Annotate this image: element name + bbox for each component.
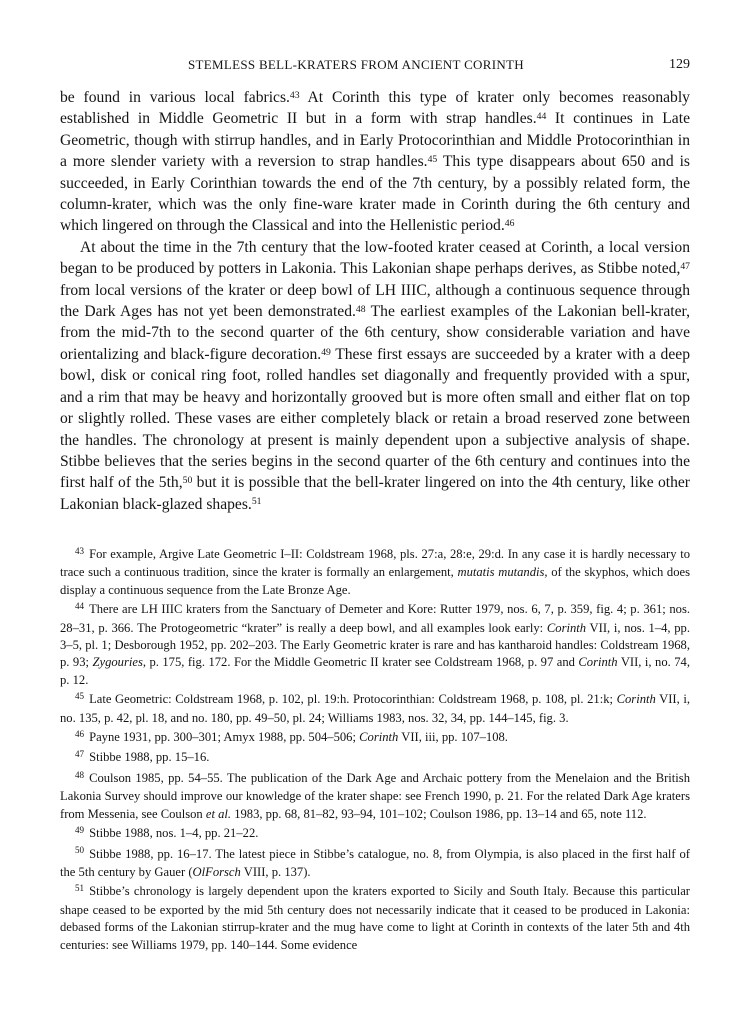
footnote-ref-44[interactable]: 44 <box>536 111 547 123</box>
text-run: This type disappears about 650 and is succeeded, in Early Corinthian towards the end of the 7th century, by a possibly related form, the column-krater, which was the only fine-ware krater made in Corinth during the 6th century and which lingered on through the Classical and into the Hellenistic period. <box>60 153 690 235</box>
footnote-51 <box>60 883 690 954</box>
text-run: from local versions of the krater or deep bowl of LH IIIC, although a continuous sequence through the Dark Ages has not yet been demonstrated. <box>60 281 690 321</box>
footnote-49 <box>60 825 690 843</box>
footnote-text: , p. 175, fig. 172. For the Middle Geometric II krater see Coldstream 1968, p. 97 and <box>142 655 579 670</box>
footnote-44 <box>60 601 690 689</box>
footnote-number: 44 <box>75 601 85 612</box>
footnote-43 <box>60 546 690 599</box>
paragraph-1 <box>60 87 690 237</box>
text-run: At about the time in the 7th century that the low-footed krater ceased at Corinth, a local version began to be produced by potters in Lakonia. This Lakonian shape perhaps derives, as Stibbe noted, <box>60 238 690 278</box>
footnote-text: Payne 1931, pp. 300–301; Amyx 1988, pp. 504–506; <box>89 730 360 745</box>
footnote-text: VII, iii, pp. 107–108. <box>398 730 508 745</box>
footnote-ref-50[interactable]: 50 <box>182 474 193 486</box>
footnote-46 <box>60 729 690 747</box>
footnote-text: Stibbe 1988, nos. 1–4, pp. 21–22. <box>89 826 259 841</box>
footnote-ref-49[interactable]: 49 <box>321 346 331 358</box>
footnote-50 <box>60 846 690 882</box>
footnote-ref-51[interactable]: 51 <box>251 496 262 508</box>
footnote-ref-43[interactable]: 43 <box>289 89 300 101</box>
footnote-text: There are LH IIIC kraters from the Sanctuary of Demeter and Kore: Rutter 1979, nos. 6, 7, p. 359, fig. 4; p. 361; nos. 28–31, p. 366. The Protogeometric “krater” is really a deep bowl, and all examples look early: <box>60 602 690 635</box>
footnote-ref-45[interactable]: 45 <box>427 153 438 165</box>
footnote-italic: Corinth <box>359 730 399 745</box>
footnote-number: 49 <box>75 825 85 836</box>
footnote-text: Stibbe’s chronology is largely dependent upon the kraters exported to Sicily and South Italy. Because this particular shape ceased to be exported by the mid 5th century does not necessarily indicate that it ceased to be produced in Lakonia: debased forms of the Lakonian stirrup-krater and the mug have come to light at Corinth in contexts of the later 5th and 4th centuries: see Williams 1979, pp. 140–144. Some evidence <box>60 884 690 952</box>
text-run: These first essays are succeeded by a krater with a deep bowl, disk or conical ring foot, rolled handles set diagonally and frequently provided with a spur, and a rim that may be heavy and horizontally grooved but is more often small and either flat on top or slightly rolled. These vases are either completely black or retain a broad reserved zone between the handles. The chronology at present is mainly dependent upon a subjective analysis of shape. Stibbe believes that the series begins in the second quarter of the 6th century and continues into the first half of the 5th, <box>60 345 690 492</box>
text-run: be found in various local fabrics. <box>60 89 290 106</box>
footnote-number: 51 <box>75 883 85 894</box>
footnote-number: 48 <box>75 769 85 780</box>
main-text <box>60 87 690 515</box>
footnote-text: VII, i, no. 135, p. 42, pl. 18, and no. 180, pp. 49–50, pl. 24; Williams 1983, nos. 32, 34, pp. 144–145, fig. 3. <box>60 692 690 725</box>
page-number: 129 <box>669 57 690 72</box>
footnote-48 <box>60 770 690 823</box>
footnote-text: Late Geometric: Coldstream 1968, p. 102, pl. 19:h. Protocorinthian: Coldstream 1968, p. 108, pl. 21:k; <box>89 692 617 707</box>
text-run: The earliest examples of the Lakonian bell-krater, from the mid-7th to the second quarter of the 6th century, show considerable variation and have orientalizing and black-figure decoration. <box>60 303 690 363</box>
footnote-number: 43 <box>75 545 85 556</box>
footnote-text: For example, Argive Late Geometric I–II: Coldstream 1968, pls. 27:a, 28:e, 29:d. In any case it is hardly necessary to trace such a continuous tradition, since the krater is formally an enlargement, <box>60 547 690 580</box>
footnote-italic: Corinth <box>616 692 656 707</box>
footnote-text: VIII, p. 137). <box>240 864 311 879</box>
footnote-text: VII, i, no. 74, p. 12. <box>60 655 690 687</box>
footnote-number: 45 <box>75 691 85 702</box>
footnote-text: Coulson 1985, pp. 54–55. The publication of the Dark Age and Archaic pottery from the Menelaion and the British Lakonia Survey should improve our knowledge of the krater shape: see French 1990, p. 21. For the related Dark Age kraters from Messenia, see Coulson <box>60 770 690 821</box>
footnote-text: , of the skyphos, which does display a continuous sequence from the Late Bronze Age. <box>60 565 690 597</box>
footnote-italic: Corinth <box>546 620 587 635</box>
footnotes <box>60 546 690 956</box>
text-run: It continues in Late Geometric, though with stirrup handles, and in Early Protocorinthian and Middle Protocorinthian in a more slender variety with a reversion to strap handles. <box>60 110 690 171</box>
page-header <box>60 57 690 77</box>
paragraph-2 <box>60 237 690 515</box>
footnote-text: Stibbe 1988, pp. 15–16. <box>89 750 210 765</box>
footnote-italic: et al. <box>205 806 232 821</box>
footnote-italic: Corinth <box>578 655 618 670</box>
footnote-text: Stibbe 1988, pp. 16–17. The latest piece in Stibbe’s catalogue, no. 8, from Olympia, is also placed in the first half of the 5th century by Gauer ( <box>60 846 690 879</box>
footnote-number: 46 <box>75 728 85 739</box>
footnote-italic: Zygouries <box>92 655 143 670</box>
footnote-number: 47 <box>75 749 85 760</box>
text-run: but it is possible that the bell-krater lingered on into the 4th century, like other Lakonian black-glazed shapes. <box>60 474 691 513</box>
running-head: STEMLESS BELL-KRATERS FROM ANCIENT CORINTH <box>188 57 524 72</box>
footnote-ref-48[interactable]: 48 <box>355 303 366 315</box>
footnote-text: VII, i, nos. 1–4, pp. 3–5, pl. 1; Desborough 1952, pp. 202–203. The Early Geometric krater is rare and has kantharoid handles: Coldstream 1968, p. 93; <box>60 620 691 670</box>
footnote-ref-46[interactable]: 46 <box>504 218 515 230</box>
footnote-45 <box>60 691 690 727</box>
footnote-italic: OlForsch <box>192 864 241 879</box>
footnote-italic: mutatis mutandis <box>457 565 545 580</box>
footnote-text: 1983, pp. 68, 81–82, 93–94, 101–102; Coulson 1986, pp. 13–14 and 65, note 112. <box>231 806 647 821</box>
footnote-47 <box>60 749 690 767</box>
text-run: At Corinth this type of krater only becomes reasonably established in Middle Geometric II but in a form with strap handles. <box>60 89 690 128</box>
footnote-ref-47[interactable]: 47 <box>680 260 690 272</box>
footnote-number: 50 <box>75 845 85 856</box>
